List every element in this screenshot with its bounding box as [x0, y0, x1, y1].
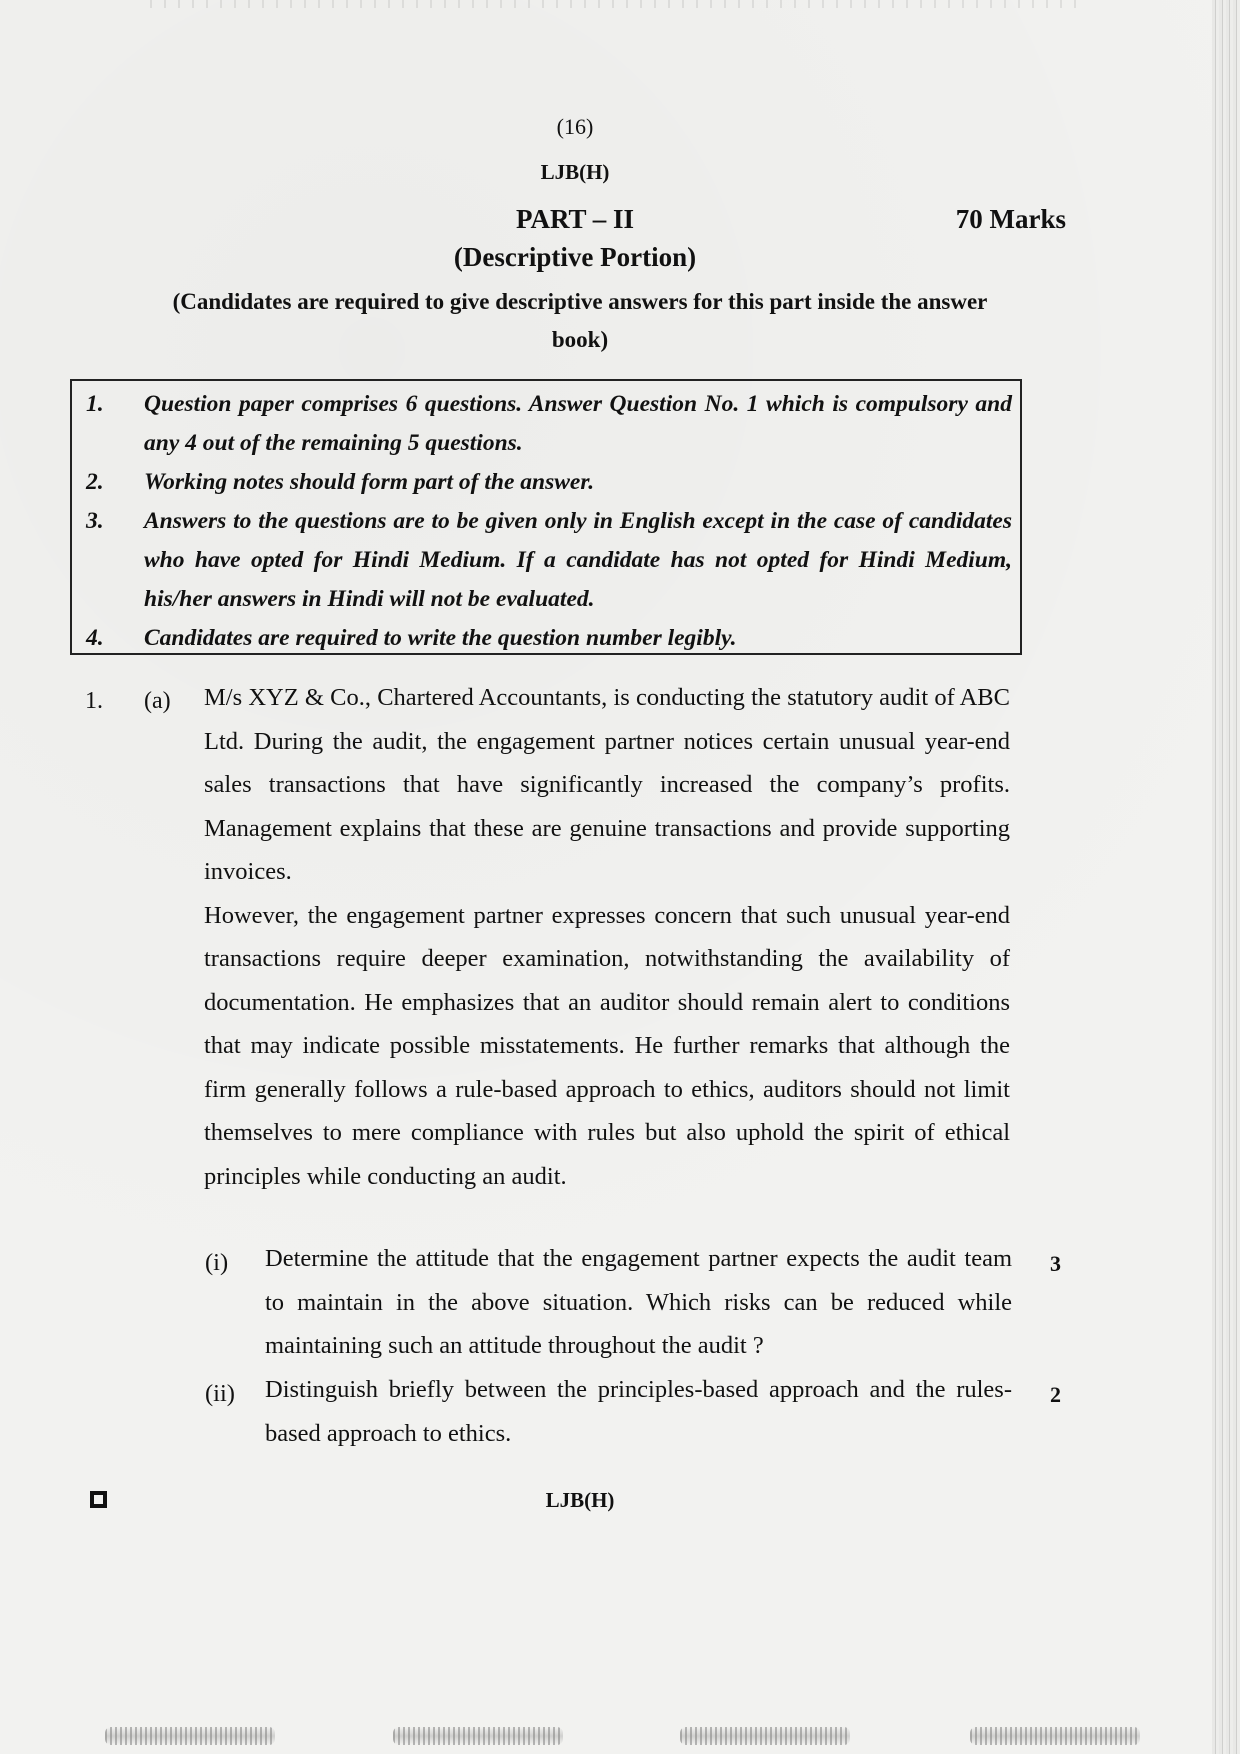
scan-artifact: [970, 1727, 1140, 1745]
subpart-text: Distinguish briefly between the principles-based approach and the rules-based approach to ethics.: [265, 1376, 1012, 1447]
paper-code-footer: LJB(H): [545, 1488, 615, 1512]
instruction-text: Working notes should form part of the answer.: [144, 469, 595, 495]
paper-code-header: LJB(H): [540, 160, 610, 184]
question-body: [204, 676, 1010, 1198]
subpart-text: Determine the attitude that the engagement partner expects the audit team to maintain in the above situation. Which risks can be reduced while maintaining such an attitude throughout the audit ?: [265, 1245, 1012, 1359]
scan-edge: [1212, 0, 1240, 1754]
subpart-marks: 2: [1050, 1382, 1061, 1407]
part-title: PART – II: [515, 204, 635, 234]
page-number: (16): [556, 114, 594, 139]
question-paragraph: M/s XYZ & Co., Chartered Accountants, is conducting the statutory audit of ABC Ltd. During the audit, the engagement partner notices certain unusual year-end sales transactions that have significantly increased the company’s profits. Management explains that these are genuine transactions and provide supporting invoices.: [204, 684, 1010, 885]
instruction-number: 2.: [86, 469, 104, 495]
subpart-marks: 3: [1050, 1251, 1061, 1276]
candidates-note: (Candidates are required to give descriptive answers for this part inside the answer book): [172, 289, 988, 352]
scan-artifact: [105, 1727, 275, 1745]
subpart-label: (i): [205, 1249, 229, 1276]
portion-title: (Descriptive Portion): [453, 242, 697, 272]
scan-noise: [150, 0, 1080, 8]
scan-artifact: [393, 1727, 563, 1745]
question-part-label: (a): [144, 688, 171, 714]
instruction-number: 4.: [86, 625, 104, 651]
question-paragraph: However, the engagement partner expresses concern that such unusual year-end transactions require deeper examination, notwithstanding the availability of documentation. He emphasizes that an auditor should remain alert to conditions that may indicate possible misstatements. He further remarks that although the firm generally follows a rule-based approach to ethics, auditors should not limit themselves to mere compliance with rules but also uphold the spirit of ethical principles while conducting an audit.: [204, 901, 1010, 1190]
question-number: 1.: [85, 688, 103, 714]
instruction-number: 3.: [86, 508, 104, 534]
instruction-number: 1.: [86, 391, 104, 417]
instruction-text: Candidates are required to write the question number legibly.: [144, 625, 737, 651]
instruction-text: Question paper comprises 6 questions. Answer Question No. 1 which is compulsory and any 4 out of the remaining 5 questions.: [144, 391, 1012, 456]
instruction-text: Answers to the questions are to be given only in English except in the case of candidates who have opted for Hindi Medium. If a candidate has not opted for Hindi Medium, his/her answers in Hindi will not be evaluated.: [144, 508, 1012, 612]
subpart-label: (ii): [205, 1380, 235, 1407]
scan-artifact: [680, 1727, 850, 1745]
total-marks: 70 Marks: [955, 204, 1066, 234]
instruction-box: [70, 379, 1022, 655]
